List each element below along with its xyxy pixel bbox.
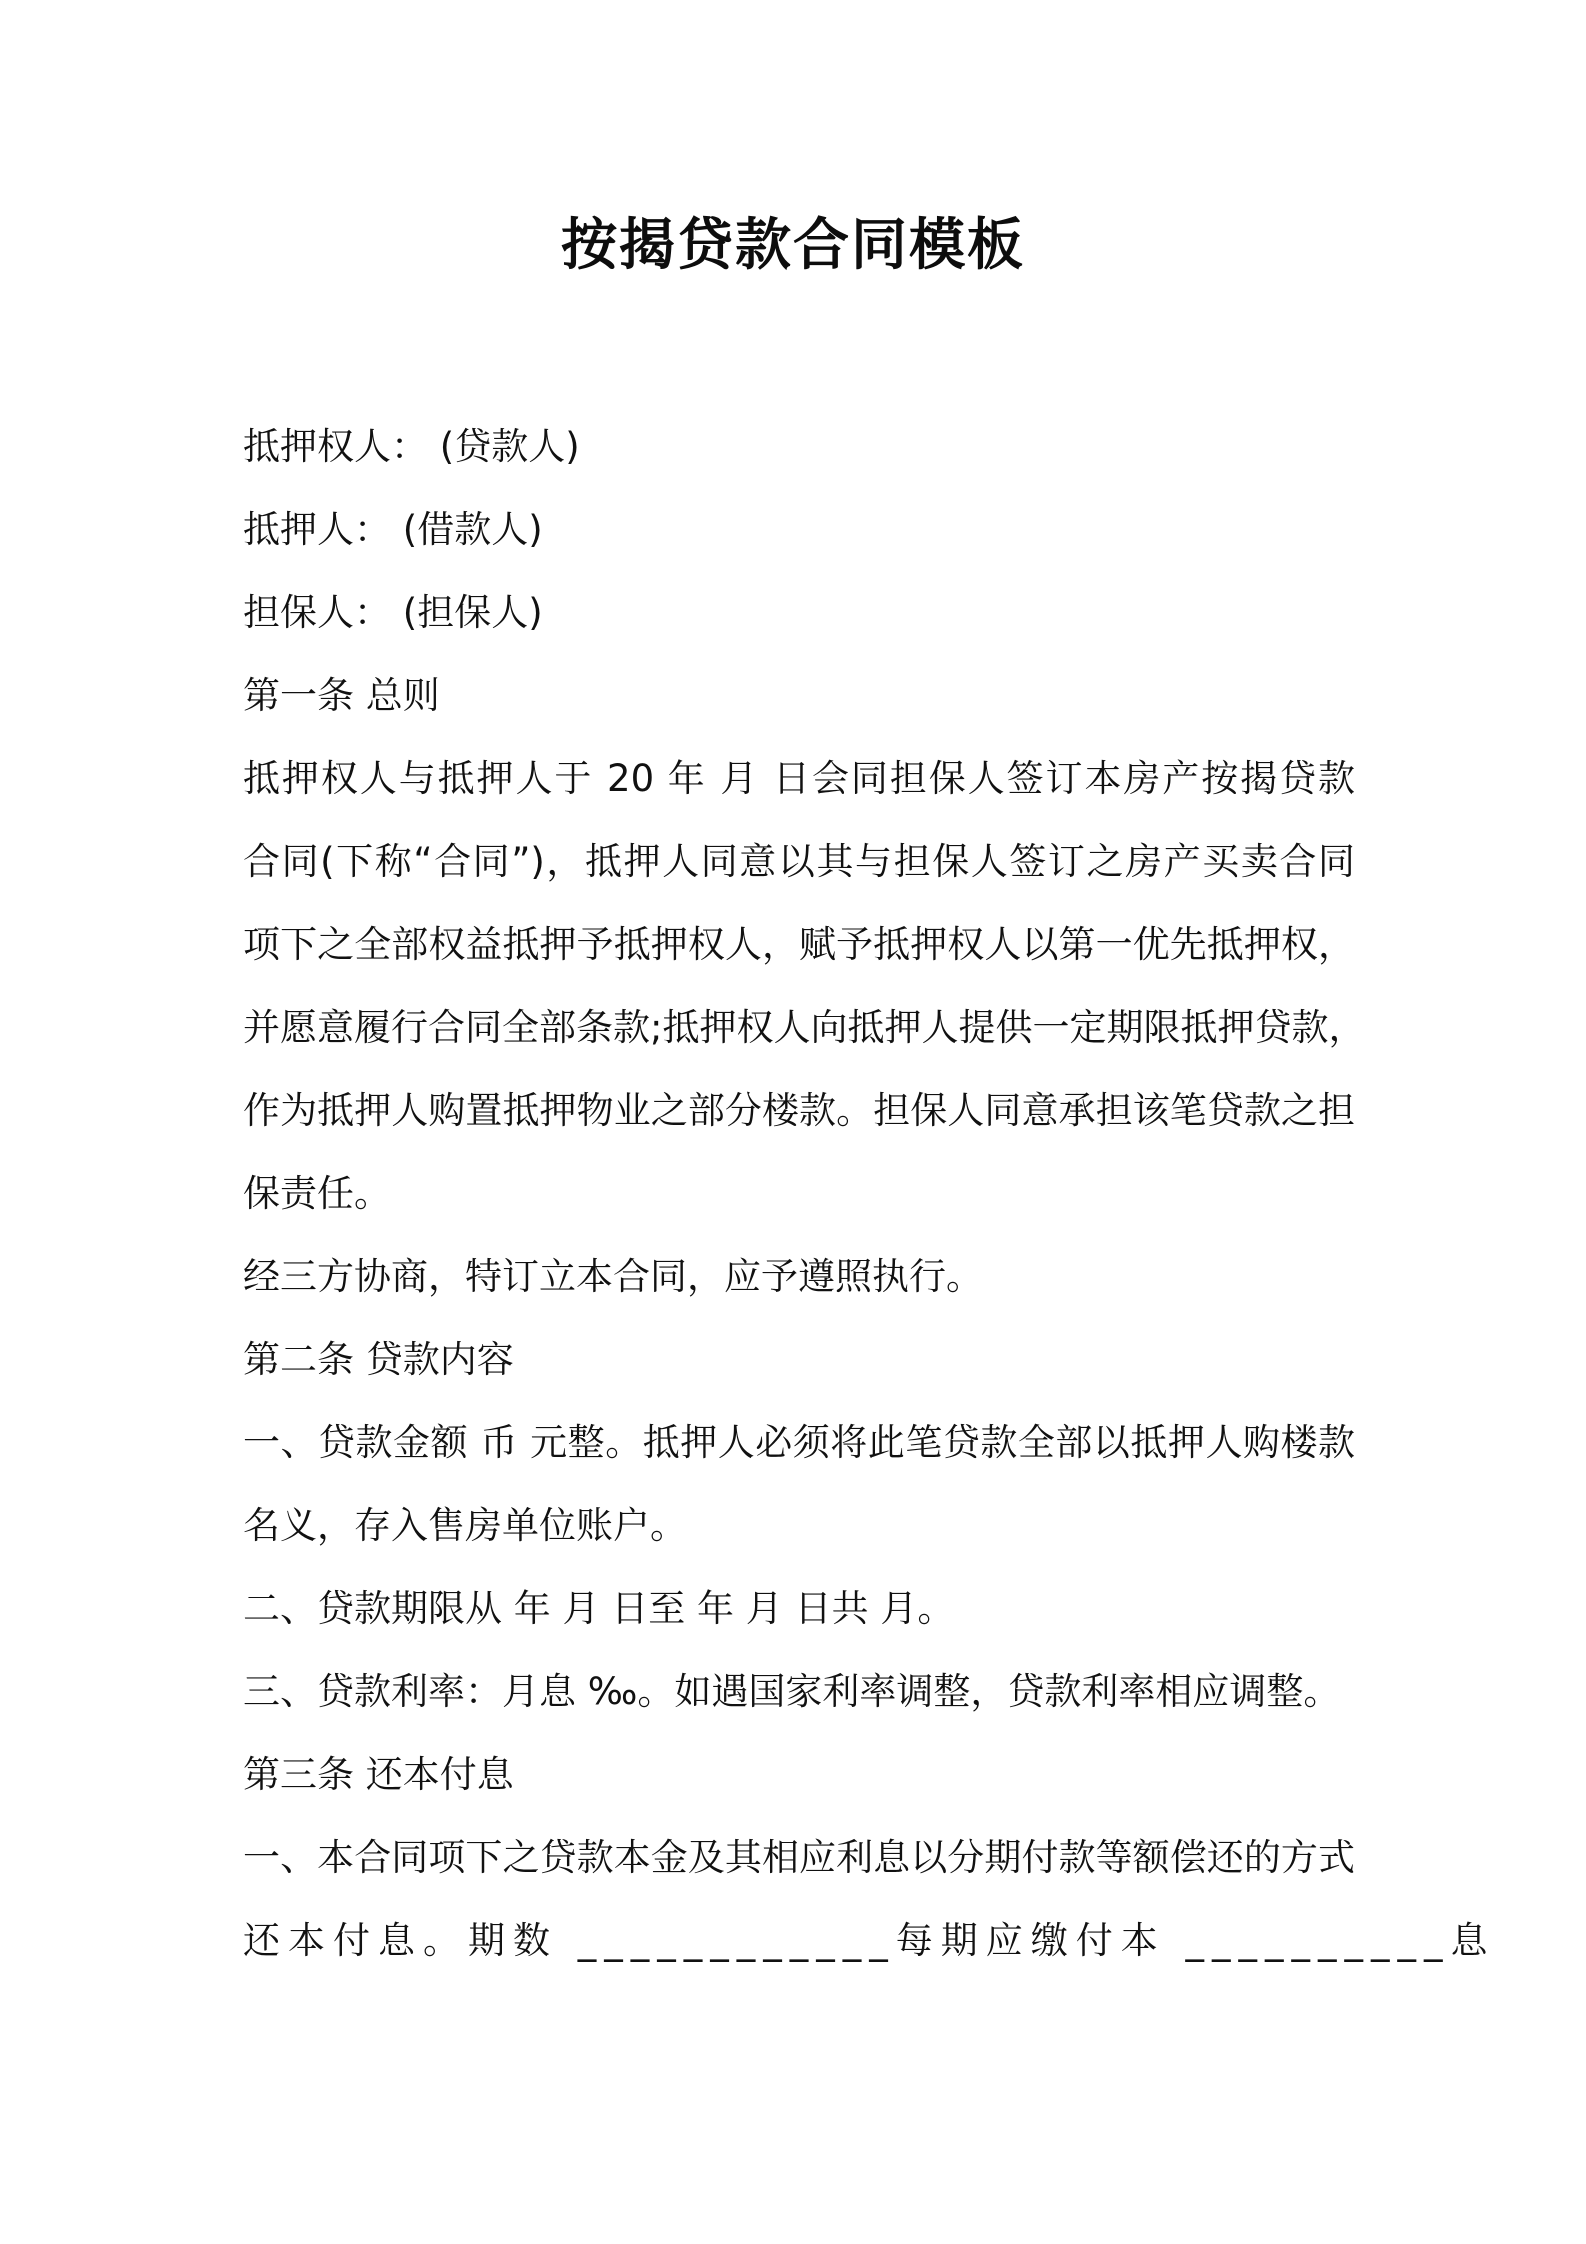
document-body (243, 405, 1496, 1982)
paragraph-line: 项下之全部权益抵押予抵押权人，赋予抵押权人以第一优先抵押权， (243, 923, 1355, 966)
document-title: 按揭贷款合同模板 (561, 213, 1025, 278)
party-guarantor-line: 担保人： (担保人) (243, 591, 543, 634)
paragraph-line: 三、贷款利率：月息 ‰。如遇国家利率调整，贷款利率相应调整。 (243, 1670, 1341, 1713)
paragraph-line: 经三方协商，特订立本合同，应予遵照执行。 (243, 1255, 983, 1298)
article-2-heading: 第二条 贷款内容 (243, 1338, 514, 1381)
paragraph-line: 还本付息。期数 ____________每期应缴付本 __________息 (243, 1919, 1496, 1962)
article-1-heading: 第一条 总则 (243, 674, 440, 717)
paragraph-line: 抵押权人与抵押人于 20 年 月 日会同担保人签订本房产按揭贷款 (243, 757, 1355, 800)
paragraph-line: 一、贷款金额 币 元整。抵押人必须将此笔贷款全部以抵押人购楼款 (243, 1421, 1355, 1464)
paragraph-line: 二、贷款期限从 年 月 日至 年 月 日共 月。 (243, 1587, 955, 1630)
paragraph-line: 并愿意履行合同全部条款;抵押权人向抵押人提供一定期限抵押贷款， (243, 1006, 1366, 1049)
party-mortgagee-line: 抵押权人： (贷款人) (243, 425, 580, 468)
paragraph-line: 保责任。 (243, 1172, 391, 1215)
paragraph-line: 名义，存入售房单位账户。 (243, 1504, 687, 1547)
paragraph-line: 作为抵押人购置抵押物业之部分楼款。担保人同意承担该笔贷款之担 (243, 1089, 1355, 1132)
article-3-heading: 第三条 还本付息 (243, 1753, 514, 1796)
party-mortgagor-line: 抵押人： (借款人) (243, 508, 543, 551)
paragraph-line: 合同(下称“合同”)，抵押人同意以其与担保人签订之房产买卖合同 (243, 840, 1355, 883)
paragraph-line: 一、本合同项下之贷款本金及其相应利息以分期付款等额偿还的方式 (243, 1836, 1355, 1879)
